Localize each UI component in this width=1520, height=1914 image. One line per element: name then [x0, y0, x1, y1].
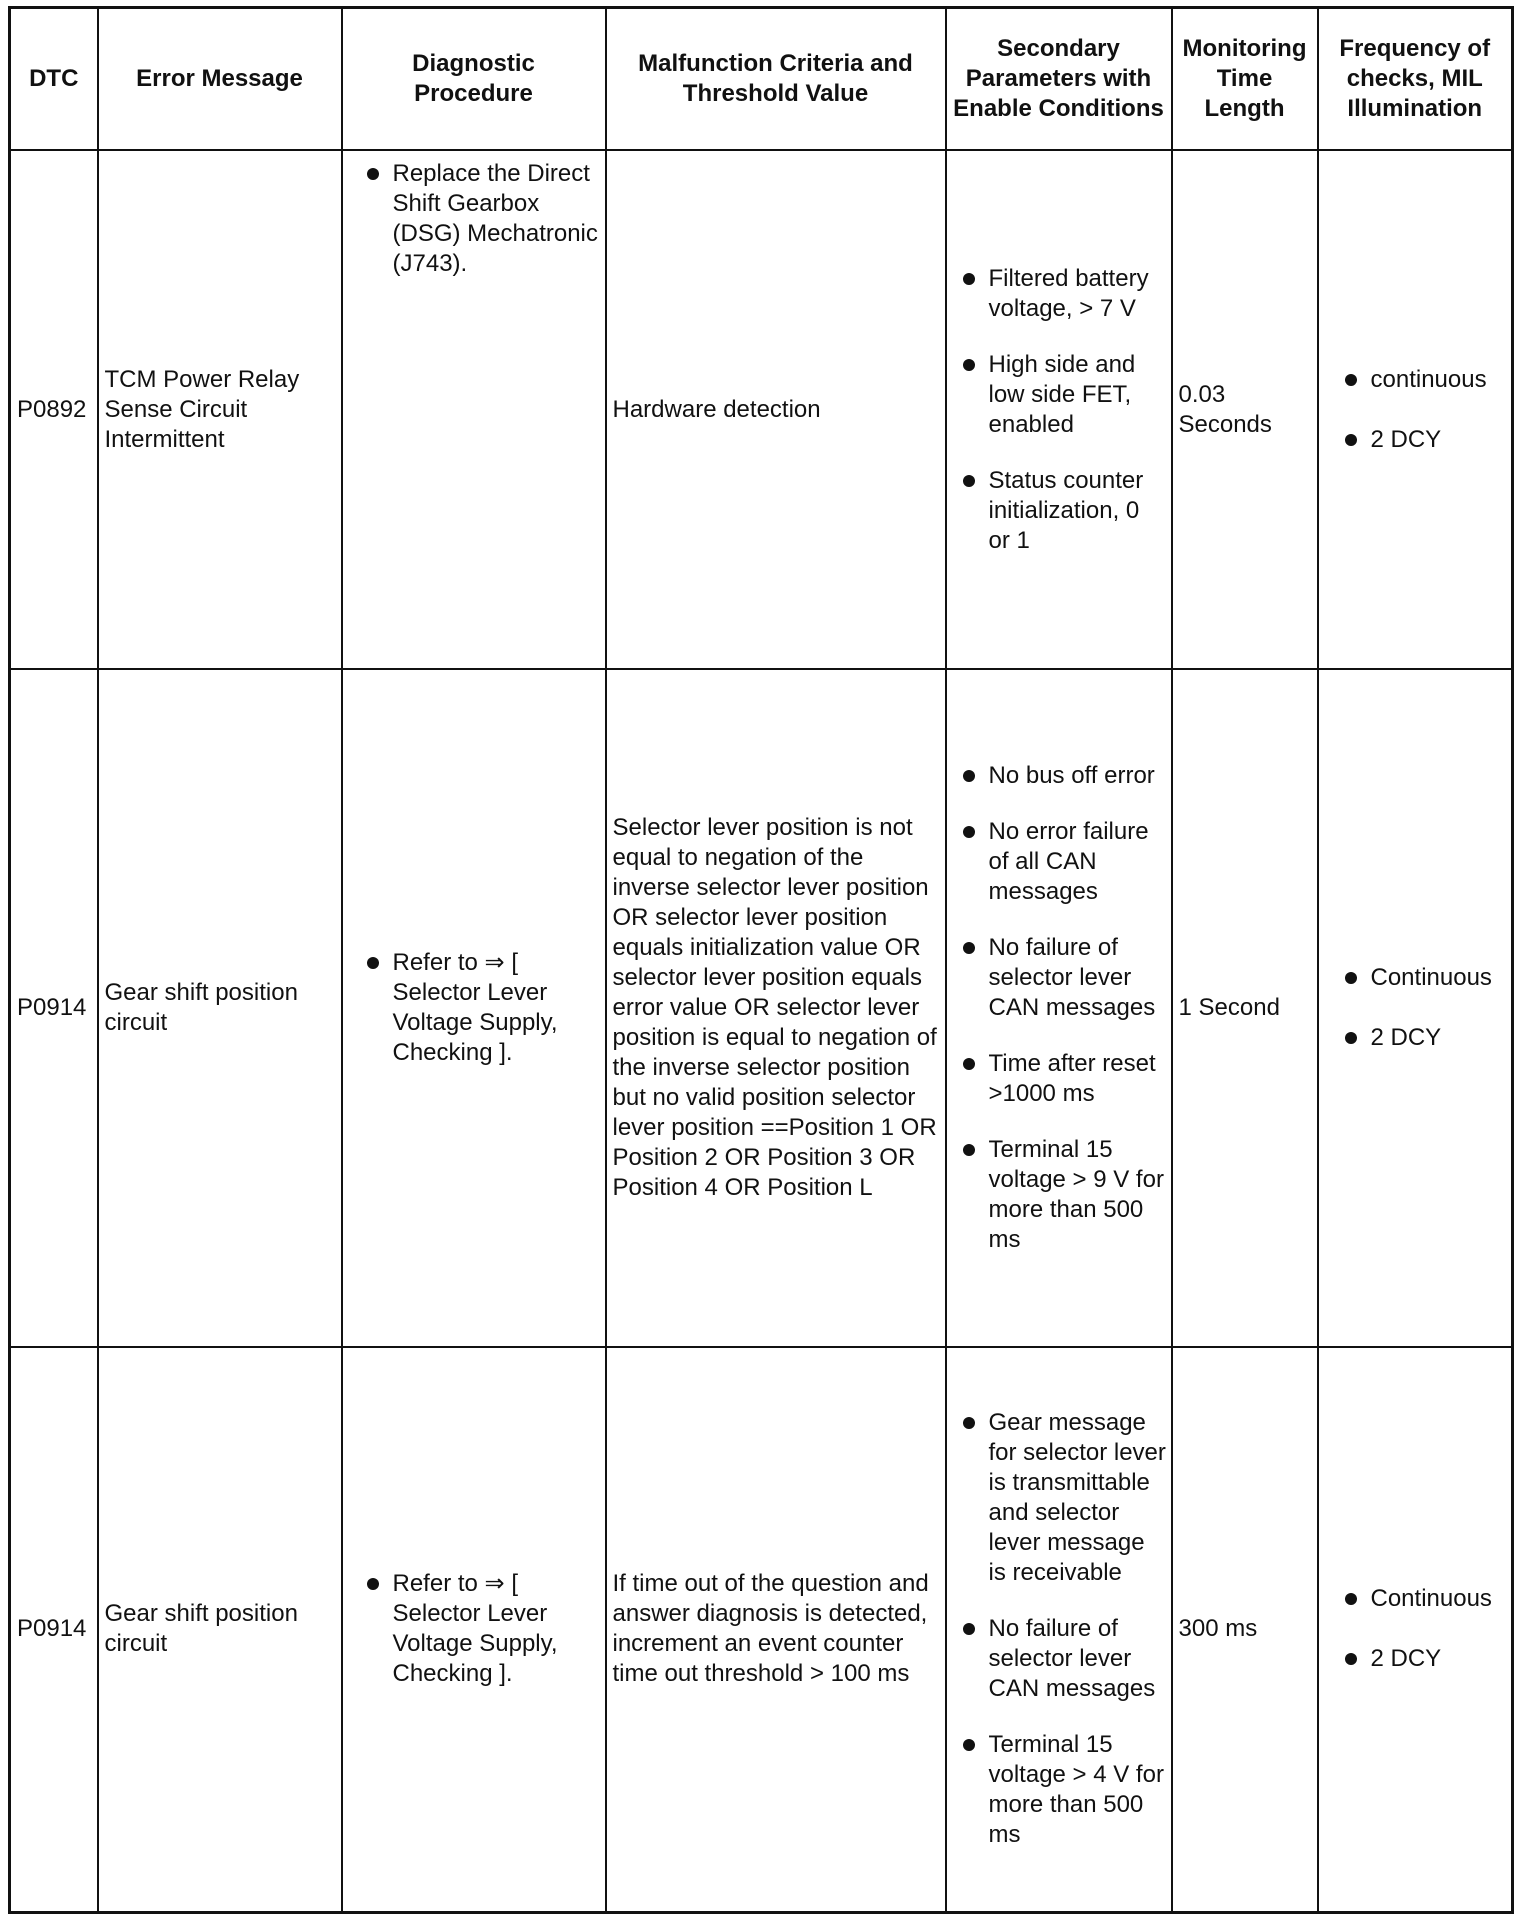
list-item: Status counter initialization, 0 or 1	[953, 466, 1167, 556]
bullet-icon	[367, 1578, 379, 1590]
cell-monitoring-time: 300 ms	[1172, 1347, 1318, 1912]
bullet-icon	[963, 273, 975, 285]
cell-secondary	[946, 1347, 1172, 1912]
bullet-icon	[963, 1623, 975, 1635]
list-item: Terminal 15 voltage > 9 V for more than 500 ms	[953, 1135, 1167, 1255]
list-item: High side and low side FET, enabled	[953, 350, 1167, 440]
bullet-icon	[1345, 374, 1357, 386]
list-item: 2 DCY	[1325, 1644, 1506, 1674]
cell-error-message: TCM Power Relay Sense Circuit Intermittent	[98, 150, 342, 669]
list-item: Continuous	[1325, 1584, 1506, 1614]
bullet-icon	[367, 957, 379, 969]
header-row	[10, 8, 1513, 151]
cell-criteria: If time out of the question and answer diagnosis is detected, increment an event counter time out threshold > 100 ms	[606, 1347, 946, 1912]
list-item: Replace the Direct Shift Gearbox (DSG) Mechatronic (J743).	[349, 159, 599, 279]
list-item: No error failure of all CAN messages	[953, 817, 1167, 907]
cell-frequency	[1318, 150, 1513, 669]
cell-procedure	[342, 150, 606, 669]
dtc-table-sheet	[8, 6, 1511, 1900]
list-item: Filtered battery voltage, > 7 V	[953, 264, 1167, 324]
list-item: 2 DCY	[1325, 425, 1506, 455]
list-item: 2 DCY	[1325, 1023, 1506, 1053]
bullet-icon	[963, 1058, 975, 1070]
bullet-icon	[1345, 1593, 1357, 1605]
cell-secondary	[946, 669, 1172, 1347]
cell-frequency	[1318, 669, 1513, 1347]
bullet-icon	[1345, 1032, 1357, 1044]
header-diagnostic-procedure: Diagnostic Procedure	[342, 8, 606, 151]
table-row	[10, 669, 1513, 1347]
list-item: No failure of selector lever CAN messages	[953, 933, 1167, 1023]
bullet-icon	[1345, 434, 1357, 446]
cell-monitoring-time: 1 Second	[1172, 669, 1318, 1347]
header-error-message: Error Message	[98, 8, 342, 151]
cell-procedure	[342, 1347, 606, 1912]
bullet-icon	[963, 942, 975, 954]
list-item: Refer to ⇒ [ Selector Lever Voltage Supply, Checking ].	[349, 1569, 599, 1689]
bullet-icon	[963, 1739, 975, 1751]
bullet-icon	[1345, 1653, 1357, 1665]
bullet-icon	[1345, 972, 1357, 984]
cell-procedure	[342, 669, 606, 1347]
bullet-icon	[963, 359, 975, 371]
bullet-icon	[963, 1144, 975, 1156]
header-monitoring-time: Monitoring Time Length	[1172, 8, 1318, 151]
list-item: No failure of selector lever CAN messages	[953, 1614, 1167, 1704]
cell-frequency	[1318, 1347, 1513, 1912]
cell-criteria: Hardware detection	[606, 150, 946, 669]
list-item: Gear message for selector lever is transmittable and selector lever message is receivable	[953, 1408, 1167, 1588]
header-dtc: DTC	[10, 8, 98, 151]
table-row	[10, 150, 1513, 669]
cell-dtc: P0914	[10, 1347, 98, 1912]
cell-error-message: Gear shift position circuit	[98, 1347, 342, 1912]
dtc-table	[8, 6, 1514, 1914]
header-secondary-parameters: Secondary Parameters with Enable Conditions	[946, 8, 1172, 151]
cell-error-message: Gear shift position circuit	[98, 669, 342, 1347]
header-frequency: Frequency of checks, MIL Illumination	[1318, 8, 1513, 151]
bullet-icon	[963, 1417, 975, 1429]
list-item: No bus off error	[953, 761, 1167, 791]
cell-secondary	[946, 150, 1172, 669]
cell-dtc: P0892	[10, 150, 98, 669]
table-row	[10, 1347, 1513, 1912]
bullet-icon	[963, 475, 975, 487]
bullet-icon	[367, 168, 379, 180]
cell-criteria: Selector lever position is not equal to negation of the inverse selector lever position OR selector lever position equals initialization value OR selector lever position equals error value OR selector lever position is equal to negation of the inverse selector position but no valid position selector lever position ==Position 1 OR Position 2 OR Position 3 OR Position 4 OR Position L	[606, 669, 946, 1347]
list-item: Terminal 15 voltage > 4 V for more than 500 ms	[953, 1730, 1167, 1850]
list-item: continuous	[1325, 365, 1506, 395]
list-item: Continuous	[1325, 963, 1506, 993]
cell-dtc: P0914	[10, 669, 98, 1347]
list-item: Refer to ⇒ [ Selector Lever Voltage Supply, Checking ].	[349, 948, 599, 1068]
header-malfunction-criteria: Malfunction Criteria and Threshold Value	[606, 8, 946, 151]
cell-monitoring-time: 0.03 Seconds	[1172, 150, 1318, 669]
list-item: Time after reset >1000 ms	[953, 1049, 1167, 1109]
bullet-icon	[963, 826, 975, 838]
bullet-icon	[963, 770, 975, 782]
